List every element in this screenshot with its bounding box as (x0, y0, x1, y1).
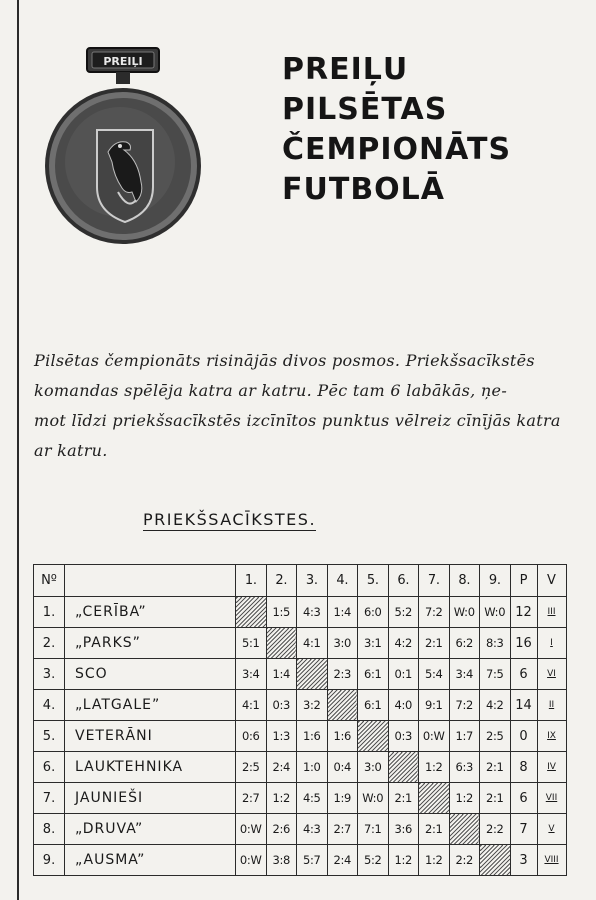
points-cell: 7 (510, 814, 537, 845)
row-number: 4. (34, 690, 65, 721)
score-cell: 2:4 (266, 752, 297, 783)
paragraph-line: mot līdzi priekšsacīkstēs izcīnītos punktus vēlreiz cīnījās katra (34, 411, 561, 430)
place-cell: VII (537, 783, 566, 814)
score-cell: 5:2 (388, 597, 419, 628)
score-cell: 1:7 (449, 721, 480, 752)
self-match-cell (480, 845, 511, 876)
row-number: 8. (34, 814, 65, 845)
points-cell: 0 (510, 721, 537, 752)
score-cell: 1:2 (419, 752, 450, 783)
score-cell: 5:2 (358, 845, 389, 876)
paragraph-line: ar katru. (34, 441, 108, 460)
score-cell: 5:7 (297, 845, 328, 876)
score-cell: 2:5 (480, 721, 511, 752)
score-cell: 6:2 (449, 628, 480, 659)
row-number: 6. (34, 752, 65, 783)
self-match-cell (358, 721, 389, 752)
header-cell: 6. (388, 565, 419, 597)
score-cell: 1:6 (297, 721, 328, 752)
score-cell: 4:3 (297, 814, 328, 845)
paragraph-line: Pilsētas čempionāts risinājās divos posmos. Priekšsacīkstēs (34, 351, 535, 370)
table-row (34, 597, 567, 628)
score-cell: 2:7 (236, 783, 267, 814)
points-cell: 16 (510, 628, 537, 659)
score-cell: 2:1 (480, 752, 511, 783)
self-match-cell (236, 597, 267, 628)
place-cell: IX (537, 721, 566, 752)
svg-text:PREIĻI: PREIĻI (103, 55, 143, 68)
page-title (282, 50, 582, 210)
score-cell: 3:4 (449, 659, 480, 690)
score-cell: 3:2 (297, 690, 328, 721)
table-row (34, 628, 567, 659)
score-cell: 2:4 (327, 845, 358, 876)
team-name: „CERĪBA” (65, 597, 236, 628)
score-cell: W:0 (358, 783, 389, 814)
table-row (34, 814, 567, 845)
score-cell: 2:1 (480, 783, 511, 814)
points-cell: 14 (510, 690, 537, 721)
header-cell: 7. (419, 565, 450, 597)
section-heading: PRIEKŠSACĪKSTES. (143, 510, 317, 529)
score-cell: 4:5 (297, 783, 328, 814)
self-match-cell (266, 628, 297, 659)
score-cell: W:0 (449, 597, 480, 628)
score-cell: 1:2 (419, 845, 450, 876)
score-cell: 1:5 (266, 597, 297, 628)
points-cell: 6 (510, 783, 537, 814)
place-cell: V (537, 814, 566, 845)
score-cell: 4:1 (297, 628, 328, 659)
row-number: 7. (34, 783, 65, 814)
score-cell: 1:3 (266, 721, 297, 752)
place-cell: III (537, 597, 566, 628)
score-cell: 4:0 (388, 690, 419, 721)
page-margin-line (17, 0, 19, 900)
team-name: „PARKS” (65, 628, 236, 659)
score-cell: 1:2 (388, 845, 419, 876)
self-match-cell (449, 814, 480, 845)
header-cell: V (537, 565, 566, 597)
score-cell: 3:0 (358, 752, 389, 783)
score-cell: 0:W (419, 721, 450, 752)
table-header-row (34, 565, 567, 597)
title-line: FUTBOLĀ (282, 172, 446, 207)
description-paragraph (34, 346, 580, 466)
score-cell: 4:1 (236, 690, 267, 721)
score-cell: 2:7 (327, 814, 358, 845)
score-cell: 0:1 (388, 659, 419, 690)
score-cell: 0:W (236, 814, 267, 845)
score-cell: 8:3 (480, 628, 511, 659)
team-name: JAUNIEŠI (65, 783, 236, 814)
place-cell: I (537, 628, 566, 659)
header-cell: 4. (327, 565, 358, 597)
header-cell: P (510, 565, 537, 597)
score-cell: 3:8 (266, 845, 297, 876)
row-number: 3. (34, 659, 65, 690)
score-cell: 0:3 (388, 721, 419, 752)
self-match-cell (327, 690, 358, 721)
team-name: „LATGALE” (65, 690, 236, 721)
score-cell: 1:4 (327, 597, 358, 628)
score-cell: 6:1 (358, 690, 389, 721)
score-cell: 4:2 (388, 628, 419, 659)
paragraph-line: komandas spēlēja katra ar katru. Pēc tam 6 labākās, ņe- (34, 381, 508, 400)
score-cell: 0:3 (266, 690, 297, 721)
score-cell: 2:3 (327, 659, 358, 690)
table-row (34, 690, 567, 721)
score-cell: 1:2 (449, 783, 480, 814)
place-cell: VI (537, 659, 566, 690)
medal-image (40, 42, 220, 252)
table-row (34, 783, 567, 814)
team-name: VETERĀNI (65, 721, 236, 752)
score-cell: 2:1 (388, 783, 419, 814)
header-cell: Nº (34, 565, 65, 597)
score-cell: 6:1 (358, 659, 389, 690)
table-row (34, 752, 567, 783)
score-cell: 2:6 (266, 814, 297, 845)
score-cell: 1:9 (327, 783, 358, 814)
team-name: „AUSMA” (65, 845, 236, 876)
title-line: PILSĒTAS (282, 92, 448, 127)
row-number: 2. (34, 628, 65, 659)
score-cell: 3:0 (327, 628, 358, 659)
score-cell: W:0 (480, 597, 511, 628)
place-cell: VIII (537, 845, 566, 876)
score-cell: 2:1 (419, 628, 450, 659)
header-cell: 2. (266, 565, 297, 597)
self-match-cell (388, 752, 419, 783)
score-cell: 6:0 (358, 597, 389, 628)
header-cell (65, 565, 236, 597)
self-match-cell (297, 659, 328, 690)
score-cell: 1:6 (327, 721, 358, 752)
points-cell: 3 (510, 845, 537, 876)
header-cell: 3. (297, 565, 328, 597)
score-cell: 5:4 (419, 659, 450, 690)
team-name: LAUKTEHNIKA (65, 752, 236, 783)
header-cell: 9. (480, 565, 511, 597)
score-cell: 4:2 (480, 690, 511, 721)
score-cell: 2:1 (419, 814, 450, 845)
score-cell: 2:2 (480, 814, 511, 845)
title-line: PREIĻU (282, 52, 409, 87)
score-cell: 3:4 (236, 659, 267, 690)
row-number: 9. (34, 845, 65, 876)
score-cell: 7:2 (419, 597, 450, 628)
score-cell: 0:4 (327, 752, 358, 783)
team-name: „DRUVA” (65, 814, 236, 845)
place-cell: IV (537, 752, 566, 783)
score-cell: 3:6 (388, 814, 419, 845)
score-cell: 7:1 (358, 814, 389, 845)
score-cell: 0:6 (236, 721, 267, 752)
title-line: ČEMPIONĀTS (282, 132, 512, 167)
row-number: 5. (34, 721, 65, 752)
table-row (34, 845, 567, 876)
score-cell: 2:2 (449, 845, 480, 876)
place-cell: II (537, 690, 566, 721)
points-cell: 8 (510, 752, 537, 783)
team-name: SCO (65, 659, 236, 690)
score-cell: 2:5 (236, 752, 267, 783)
score-cell: 1:4 (266, 659, 297, 690)
points-cell: 12 (510, 597, 537, 628)
score-cell: 6:3 (449, 752, 480, 783)
score-cell: 0:W (236, 845, 267, 876)
score-cell: 4:3 (297, 597, 328, 628)
row-number: 1. (34, 597, 65, 628)
header-cell: 1. (236, 565, 267, 597)
table-row (34, 659, 567, 690)
header-cell: 5. (358, 565, 389, 597)
self-match-cell (419, 783, 450, 814)
score-cell: 7:2 (449, 690, 480, 721)
score-cell: 7:5 (480, 659, 511, 690)
standings-table (33, 564, 567, 876)
score-cell: 1:2 (266, 783, 297, 814)
table-row (34, 721, 567, 752)
score-cell: 5:1 (236, 628, 267, 659)
score-cell: 3:1 (358, 628, 389, 659)
points-cell: 6 (510, 659, 537, 690)
score-cell: 9:1 (419, 690, 450, 721)
score-cell: 1:0 (297, 752, 328, 783)
header-cell: 8. (449, 565, 480, 597)
